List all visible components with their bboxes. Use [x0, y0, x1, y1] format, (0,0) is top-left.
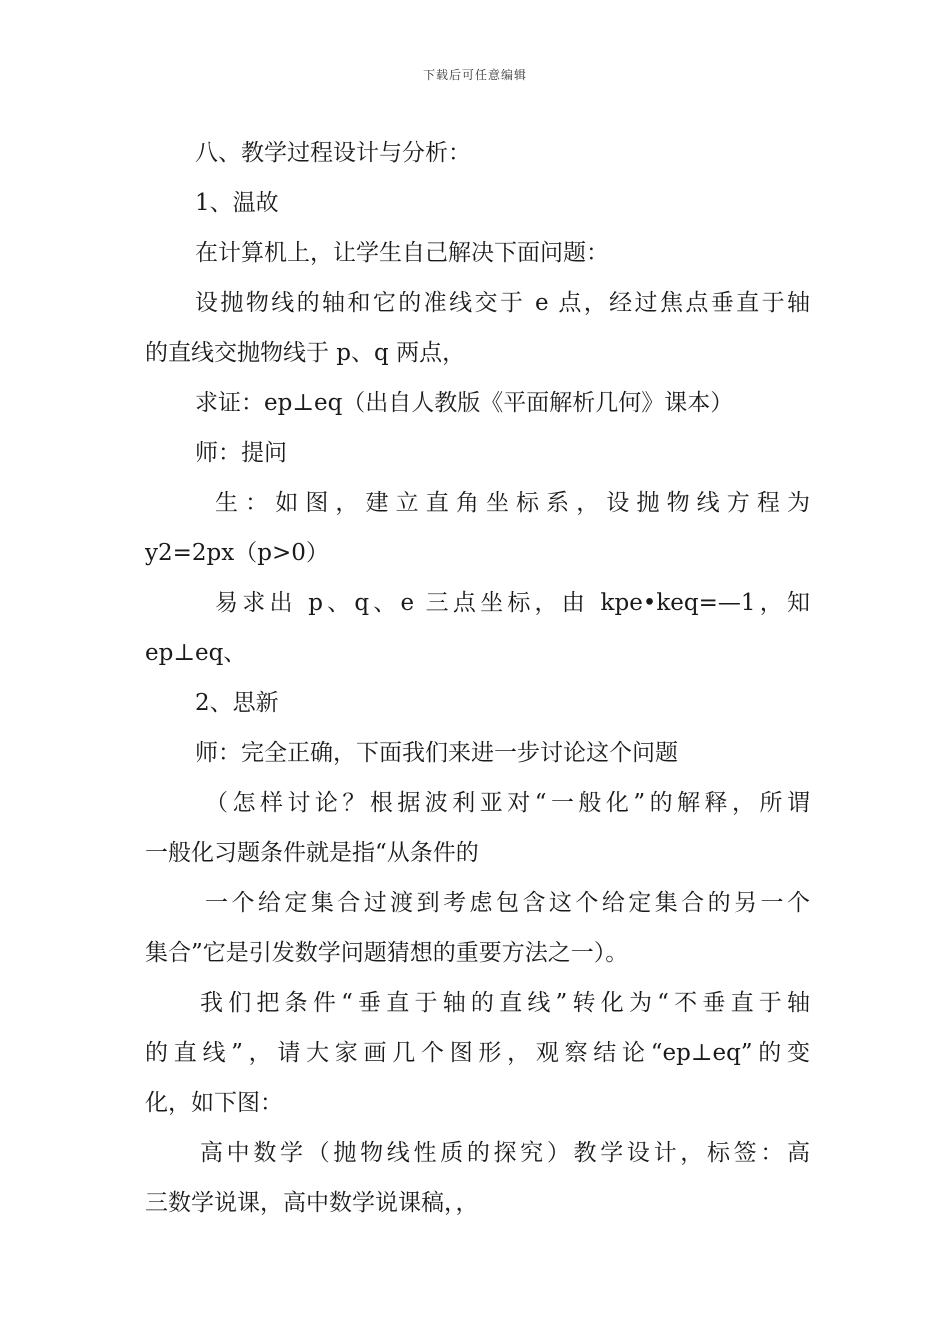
section-heading: 八、教学过程设计与分析：	[195, 140, 471, 166]
paragraph-line: 的直线”，请大家画几个图形，观察结论“ep⊥eq”的变	[145, 1040, 810, 1066]
paragraph-line: 化，如下图：	[145, 1090, 283, 1116]
subsection-heading: 1、温故	[195, 190, 279, 216]
paragraph-line: 设抛物线的轴和它的准线交于 e 点，经过焦点垂直于轴	[195, 290, 810, 316]
paragraph-line: ep⊥eq、	[145, 640, 247, 666]
paragraph-line: y2=2px（p>0）	[145, 540, 329, 566]
paragraph-line: 师：完全正确，下面我们来进一步讨论这个问题	[195, 740, 678, 766]
paragraph-line: 高中数学（抛物线性质的探究）教学设计，标签：高	[200, 1140, 810, 1166]
paragraph-line: 求证：ep⊥eq（出自人教版《平面解析几何》课本）	[195, 390, 734, 416]
paragraph-line: 易求出 p、q、e 三点坐标，由 kpe•keq=—1，知	[215, 590, 810, 616]
paragraph-line: （怎样讨论？根据波利亚对“一般化”的解释，所谓	[205, 790, 810, 816]
paragraph-line: 我们把条件“垂直于轴的直线”转化为“不垂直于轴	[200, 990, 810, 1016]
paragraph-line: 的直线交抛物线于 p、q 两点，	[145, 340, 466, 366]
paragraph-line: 集合”它是引发数学问题猜想的重要方法之一）。	[145, 940, 629, 966]
paragraph-line: 生：如图，建立直角坐标系，设抛物线方程为	[215, 490, 810, 516]
paragraph-line: 三数学说课，高中数学说课稿，，	[145, 1190, 479, 1216]
subsection-heading: 2、思新	[195, 690, 279, 716]
paragraph-line: 在计算机上，让学生自己解决下面问题：	[195, 240, 609, 266]
page-header: 下载后可任意编辑	[422, 68, 527, 82]
paragraph-line: 一个给定集合过渡到考虑包含这个给定集合的另一个	[205, 890, 810, 916]
document-body	[145, 128, 810, 1228]
paragraph-line: 师：提问	[195, 440, 287, 466]
paragraph-line: 一般化习题条件就是指“从条件的	[145, 840, 479, 866]
